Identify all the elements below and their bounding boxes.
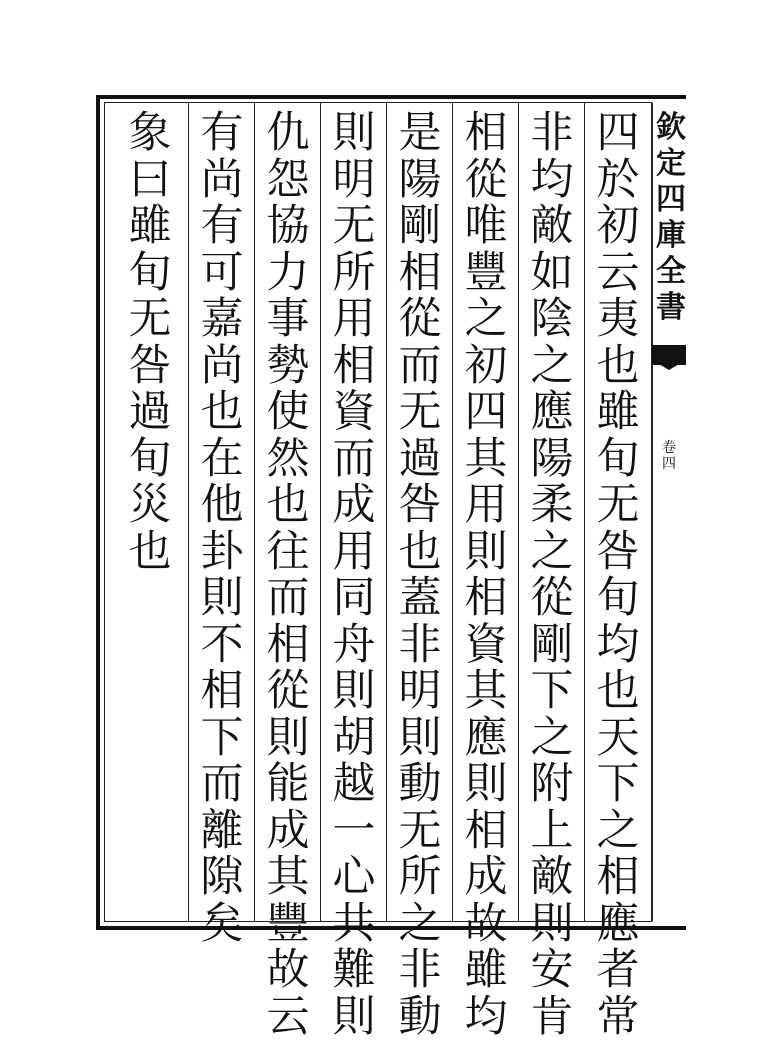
column-char: 唯 [464, 201, 508, 251]
column-char: 之 [530, 712, 574, 763]
column-char: 之 [464, 294, 508, 344]
column-char: 陽 [530, 433, 574, 484]
column-char: 有 [200, 201, 244, 251]
column-char: 均 [464, 991, 508, 1042]
column-char: 資 [332, 387, 376, 437]
text-column-4 [392, 108, 448, 1042]
column-char: 可 [200, 247, 244, 298]
column-char: 如 [530, 247, 574, 298]
column-char: 一 [332, 805, 376, 856]
column-char: 嘉 [200, 294, 244, 344]
column-char: 相 [464, 805, 508, 856]
column-char: 怨 [266, 154, 310, 205]
column-char: 云 [596, 247, 640, 298]
text-column-8 [122, 110, 178, 910]
column-char: 是 [398, 108, 442, 158]
column-char: 不 [200, 619, 244, 670]
column-char: 尚 [200, 154, 244, 205]
column-char: 越 [332, 759, 376, 809]
volume-label [656, 440, 682, 472]
column-char: 矣 [200, 898, 244, 949]
column-char: 則 [332, 666, 376, 716]
text-column-7 [194, 108, 250, 949]
column-char: 往 [266, 526, 310, 577]
column-char: 隙 [200, 852, 244, 902]
column-char: 四 [464, 387, 508, 437]
column-char: 也 [398, 526, 442, 577]
column-char: 下 [530, 666, 574, 716]
column-char: 夷 [596, 294, 640, 344]
column-char: 事 [266, 294, 310, 344]
text-column-1 [590, 108, 646, 1042]
column-char: 成 [332, 480, 376, 530]
margin-char: 四 [656, 182, 686, 217]
column-char: 明 [332, 154, 376, 205]
column-rule [386, 103, 387, 921]
column-char: 豐 [266, 898, 310, 949]
column-char: 而 [266, 573, 310, 623]
column-char: 旬 [128, 247, 172, 298]
column-char: 而 [332, 433, 376, 484]
column-char: 用 [332, 294, 376, 344]
column-char: 其 [464, 666, 508, 716]
column-char: 无 [128, 294, 172, 344]
column-char: 力 [266, 247, 310, 298]
column-char: 有 [200, 108, 244, 158]
column-char: 他 [200, 480, 244, 530]
text-column-2 [524, 108, 580, 1042]
column-char: 協 [266, 201, 310, 251]
column-rule [254, 103, 255, 921]
column-char: 陽 [398, 154, 442, 205]
column-char: 雖 [128, 201, 172, 251]
column-char: 從 [398, 294, 442, 344]
column-char: 四 [596, 108, 640, 158]
column-rule [518, 103, 519, 921]
column-char: 陰 [530, 294, 574, 344]
column-char: 敵 [530, 852, 574, 902]
text-column-5 [326, 108, 382, 1042]
column-char: 旬 [128, 433, 172, 484]
column-char: 應 [596, 898, 640, 949]
column-char: 難 [332, 945, 376, 995]
column-rule [320, 103, 321, 921]
column-char: 動 [398, 991, 442, 1042]
column-char: 初 [596, 201, 640, 251]
fish-tail-notch [652, 360, 686, 370]
column-char: 用 [464, 480, 508, 530]
column-char: 敵 [530, 201, 574, 251]
column-char: 災 [128, 480, 172, 530]
column-char: 剛 [398, 201, 442, 251]
column-rule [584, 103, 585, 921]
column-char: 其 [464, 433, 508, 484]
column-char: 勢 [266, 340, 310, 391]
column-char: 无 [398, 387, 442, 437]
margin-char: 定 [656, 146, 686, 181]
column-char: 能 [266, 759, 310, 809]
column-char: 初 [464, 340, 508, 391]
column-char: 則 [332, 991, 376, 1042]
column-char: 常 [596, 991, 640, 1042]
column-char: 肯 [530, 991, 574, 1042]
column-char: 故 [266, 945, 310, 995]
column-char: 相 [464, 573, 508, 623]
column-char: 則 [266, 712, 310, 763]
column-char: 舟 [332, 619, 376, 670]
column-char: 雖 [464, 945, 508, 995]
column-char: 相 [464, 108, 508, 158]
column-char: 心 [332, 852, 376, 902]
column-char: 也 [596, 340, 640, 391]
column-char: 相 [332, 340, 376, 391]
column-char: 尚 [200, 340, 244, 391]
column-char: 无 [332, 201, 376, 251]
column-char: 同 [332, 573, 376, 623]
text-column-6 [260, 108, 316, 1042]
column-char: 曰 [128, 154, 172, 205]
column-char: 咎 [398, 480, 442, 530]
column-char: 成 [266, 805, 310, 856]
column-char: 咎 [128, 340, 172, 391]
column-char: 資 [464, 619, 508, 670]
column-char: 所 [332, 247, 376, 298]
column-char: 旬 [596, 433, 640, 484]
column-char: 共 [332, 898, 376, 949]
margin-char: 全 [656, 254, 686, 289]
column-char: 无 [596, 480, 640, 530]
column-char: 過 [128, 387, 172, 437]
column-char: 成 [464, 852, 508, 902]
column-char: 動 [398, 759, 442, 809]
column-char: 使 [266, 387, 310, 437]
margin-char: 書 [656, 290, 686, 325]
column-char: 蓋 [398, 573, 442, 623]
column-char: 則 [332, 108, 376, 158]
column-char: 其 [266, 852, 310, 902]
column-char: 豐 [464, 247, 508, 298]
column-char: 也 [596, 666, 640, 716]
column-char: 剛 [530, 619, 574, 670]
column-char: 相 [200, 666, 244, 716]
column-char: 附 [530, 759, 574, 809]
column-char: 則 [200, 573, 244, 623]
column-char: 之 [530, 526, 574, 577]
column-char: 於 [596, 154, 640, 205]
column-char: 應 [530, 387, 574, 437]
column-char: 咎 [596, 526, 640, 577]
column-char: 均 [530, 154, 574, 205]
column-char: 從 [530, 573, 574, 623]
column-char: 非 [530, 108, 574, 158]
margin-char: 卷 [662, 440, 676, 456]
column-char: 仇 [266, 108, 310, 158]
column-char: 離 [200, 805, 244, 856]
column-char: 非 [398, 945, 442, 995]
column-char: 云 [266, 991, 310, 1042]
column-char: 胡 [332, 712, 376, 763]
column-char: 則 [398, 712, 442, 763]
column-char: 之 [596, 805, 640, 856]
column-char: 也 [200, 387, 244, 437]
column-char: 而 [398, 340, 442, 391]
column-char: 然 [266, 433, 310, 484]
column-char: 上 [530, 805, 574, 856]
column-rule [188, 103, 189, 921]
margin-char: 四 [662, 456, 676, 472]
column-char: 下 [200, 712, 244, 763]
column-char: 故 [464, 898, 508, 949]
column-char: 旬 [596, 573, 640, 623]
column-char: 均 [596, 619, 640, 670]
column-char: 也 [266, 480, 310, 530]
column-char: 在 [200, 433, 244, 484]
column-char: 雖 [596, 387, 640, 437]
column-char: 之 [530, 340, 574, 391]
column-char: 而 [200, 759, 244, 809]
margin-char: 欽 [656, 110, 686, 145]
column-char: 相 [266, 619, 310, 670]
column-char: 安 [530, 945, 574, 995]
column-char: 卦 [200, 526, 244, 577]
column-char: 則 [530, 898, 574, 949]
column-char: 過 [398, 433, 442, 484]
column-char: 從 [266, 666, 310, 716]
book-title [654, 110, 688, 326]
text-column-3 [458, 108, 514, 1042]
column-char: 非 [398, 619, 442, 670]
column-char: 也 [128, 526, 172, 577]
column-rule [452, 103, 453, 921]
column-char: 下 [596, 759, 640, 809]
column-char: 相 [596, 852, 640, 902]
column-char: 者 [596, 945, 640, 995]
column-char: 相 [398, 247, 442, 298]
column-char: 則 [464, 526, 508, 577]
column-char: 柔 [530, 480, 574, 530]
column-char: 明 [398, 666, 442, 716]
column-char: 用 [332, 526, 376, 577]
column-char: 之 [398, 898, 442, 949]
column-char: 所 [398, 852, 442, 902]
column-char: 從 [464, 154, 508, 205]
column-char: 象 [128, 108, 172, 158]
column-char: 則 [464, 759, 508, 809]
margin-char: 庫 [656, 218, 686, 253]
column-char: 應 [464, 712, 508, 763]
column-char: 天 [596, 712, 640, 763]
column-char: 无 [398, 805, 442, 856]
